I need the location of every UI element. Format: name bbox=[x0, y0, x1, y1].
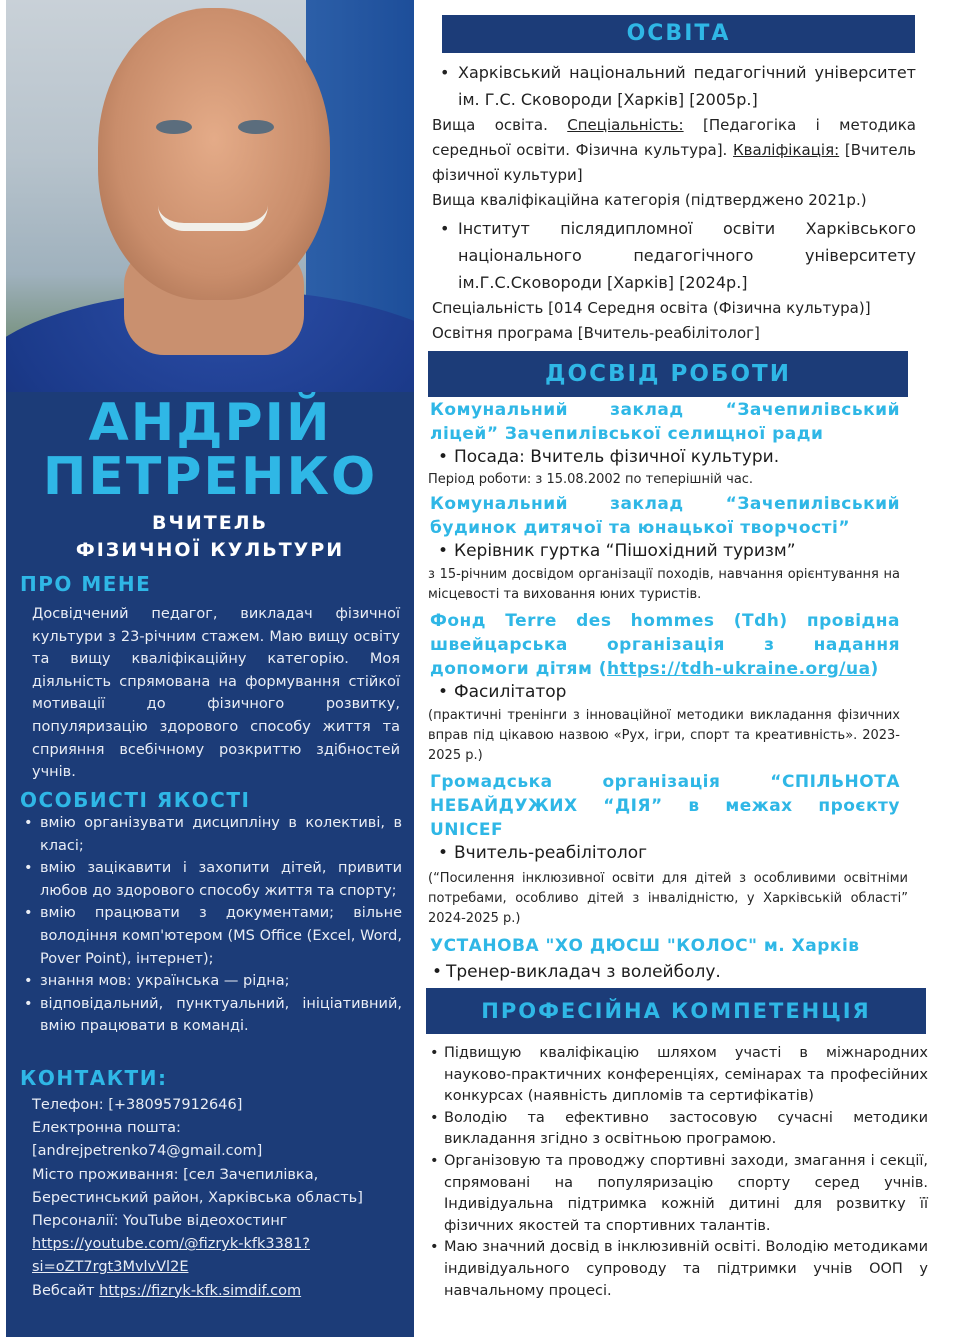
job1-period: Період роботи: з 15.08.2002 по теперішній час. bbox=[428, 472, 754, 487]
list-item: • вмію працювати з документами; вільне володіння комп'ютером (MS Office (Excel, Word, Pover Point), інтернет); bbox=[20, 902, 402, 970]
competence-header: ПРОФЕСІЙНА КОМПЕТЕНЦІЯ bbox=[426, 988, 926, 1034]
contact-email-label: Електронна пошта: bbox=[32, 1120, 181, 1137]
job3-org: Фонд Terre des hommes (Tdh) провідна швейцарська організація з надання допомоги дітям (https://tdh-ukraine.org/ua) bbox=[430, 611, 900, 679]
list-item: • Маю значний досвід в інклюзивній освіті. Володію методиками індивідуального супроводу та підтримки учнів ООП у навчальному процесі. bbox=[428, 1237, 928, 1302]
education-header: ОСВІТА bbox=[442, 15, 915, 53]
list-item: • Володію та ефективно застосовую сучасні методики викладання згідно з освітньою програмою. bbox=[428, 1108, 928, 1151]
about-title: ПРО МЕНЕ bbox=[20, 572, 152, 596]
list-item: • вмію зацікавити і захопити дітей, привити любов до здорового способу життя та спорту; bbox=[20, 857, 402, 902]
job2-org: Комунальний заклад “Зачепилівський будинок дитячої та юнацької творчості” bbox=[430, 494, 900, 538]
youtube-link-2[interactable]: si=oZT7rgt3MvlvVl2E bbox=[32, 1259, 189, 1276]
job3-note: (практичні тренінги з інноваційної методики викладання фізичних вправ під цікавою назвою «Рух, ігри, спорт та креативність». 2023-2025 р.) bbox=[428, 708, 900, 763]
job1-org: Комунальний заклад “Зачепилівський ліцей” Зачепилівської селищної ради bbox=[430, 400, 900, 444]
list-item: • знання мов: українська — рідна; bbox=[20, 970, 402, 993]
list-item: • Організовую та проводжу спортивні заходи, змагання і секції, спрямовані на популяризацію спорту серед учнів. Індивідуальна підтримка кожній дитині для розвитку її фізичних якостей та спортивних талантів. bbox=[428, 1151, 928, 1237]
contact-personal: Персоналії: YouTube відеохостинг bbox=[32, 1213, 288, 1230]
website-label: Вебсайт bbox=[32, 1282, 100, 1299]
job1-position: • Посада: Вчитель фізичної культури. bbox=[430, 445, 900, 469]
contact-residence: Місто проживання: [сел Зачепилівка, bbox=[32, 1166, 319, 1183]
job2-position: • Керівник гуртка “Пішохідний туризм” bbox=[430, 539, 900, 563]
role-line2: ФІЗИЧНОЇ КУЛЬТУРИ bbox=[75, 539, 345, 561]
competence-list bbox=[428, 1043, 928, 1302]
youtube-link[interactable]: https://youtube.com/@fizryk-kfk3381? bbox=[32, 1236, 310, 1253]
list-item: • відповідальний, пунктуальний, ініціативний, вмію працювати в команді. bbox=[20, 993, 402, 1038]
job2-note: з 15-річним досвідом організації походів, навчання орієнтування на місцевості та виховання юних туристів. bbox=[428, 567, 900, 602]
education-item-1: • Харківський національний педагогічний університет ім. Г.С. Сковороди [Харків] [2005р.] bbox=[432, 59, 916, 113]
contact-residence-2: Берестинський район, Харківська область] bbox=[32, 1189, 363, 1206]
role-line1: ВЧИТЕЛЬ bbox=[152, 512, 268, 534]
profile-photo bbox=[6, 0, 414, 392]
list-item: • вмію організувати дисципліну в колективі, в класі; bbox=[20, 812, 402, 857]
job5-position: • Тренер-викладач з волейболу. bbox=[424, 960, 904, 984]
name-last: ПЕТРЕНКО bbox=[42, 447, 378, 507]
education-item-1-details: Вища освіта. Спеціальність: [Педагогіка і методика середньої освіти. Фізична культура]. Кваліфікація: [Вчитель фізичної культури] bbox=[432, 116, 916, 184]
job4-org: Громадська організація “СПІЛЬНОТА НЕБАЙДУЖИХ “ДІЯ” в межах проєкту UNICEF bbox=[430, 772, 900, 840]
contact-website bbox=[32, 1280, 407, 1303]
contacts-block bbox=[32, 1094, 407, 1303]
name-first: АНДРІЙ bbox=[88, 393, 332, 453]
qualities-title: ОСОБИСТІ ЯКОСТІ bbox=[20, 788, 251, 812]
experience-header: ДОСВІД РОБОТИ bbox=[428, 351, 908, 397]
education-item-2: • Інститут післядипломної освіти Харківського національного педагогічного університету ім.Г.С.Сковороди [Харків] [2024р.] bbox=[432, 215, 916, 296]
job5-org: УСТАНОВА "ХО ДЮСШ "КОЛОС" м. Харків bbox=[430, 936, 860, 956]
contact-phone: Телефон: [+380957912646] bbox=[32, 1097, 243, 1113]
tdh-link[interactable]: https://tdh-ukraine.org/ua bbox=[607, 659, 871, 679]
education-category: Вища кваліфікаційна категорія (підтверджено 2021р.) bbox=[432, 191, 867, 209]
contacts-title: КОНТАКТИ: bbox=[20, 1066, 168, 1090]
about-text: Досвідчений педагог, викладач фізичної культури з 23-річним стажем. Маю вищу освіту та вищу кваліфікаційну категорію. Моя діяльність спрямована на формування стійкої мотивації до фізичного розвитку, популяризацію здорового способу життя та сприяння всебічному розкриттю здібностей учнів. bbox=[32, 606, 400, 781]
qualities-list bbox=[20, 812, 402, 1038]
job4-position: • Вчитель-реабілітолог bbox=[430, 841, 900, 865]
job4-note: (“Посилення інклюзивної освіти для дітей з особливими освітніми потребами, особливо дітей з інвалідністю, у Харківській області” 2024-2025 р.) bbox=[428, 871, 908, 926]
list-item: • Підвищую кваліфікацію шляхом участі в міжнародних науково-практичних конференціях, семінарах та професійних конкурсах (наявність дипломів та сертифікатів) bbox=[428, 1043, 928, 1108]
education-item-2-program: Освітня програма [Вчитель-реабілітолог] bbox=[432, 324, 760, 342]
contact-email[interactable]: [andrejpetrenko74@gmail.com] bbox=[32, 1143, 263, 1160]
left-column bbox=[6, 0, 414, 1337]
website-link[interactable]: https://fizryk-kfk.simdif.com bbox=[99, 1282, 302, 1299]
job3-position: • Фасилітатор bbox=[430, 680, 900, 704]
education-block bbox=[432, 59, 916, 346]
education-item-2-spec: Спеціальність [014 Середня освіта (Фізична культура)] bbox=[432, 299, 871, 317]
